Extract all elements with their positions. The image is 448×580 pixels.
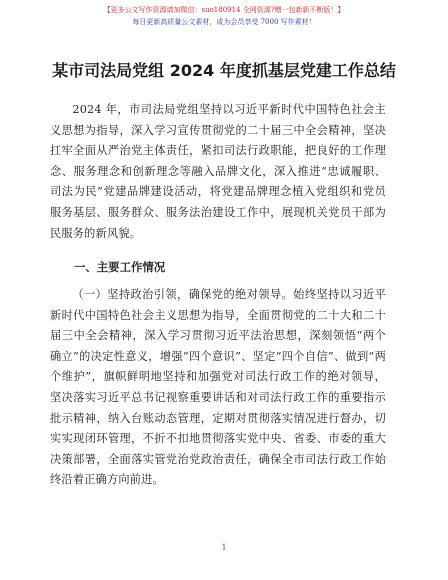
promo-banner — [0, 0, 448, 46]
document-title: 某市司法局党组 2024 年度抓基层党建工作总结 — [52, 61, 396, 80]
promo-line-2: 每日更新高质量公文素材，成为会员享受 7000 写作素材！ — [132, 18, 316, 26]
intro-paragraph: 2024 年，市司法局党组坚持以习近平新时代中国特色社会主义思想为指导，深入学习宣传贯彻党的二十届三中全会精神，坚决扛牢全面从严治党主体责任，紧扣司法行政职能，把良好的工作理念、服务理念和创新理念等融入品牌文化，深入推进“忠诚履职、司法为民”党建品牌建设活动，将党建品牌理念植入党组织和党员服务基层、服务群众、服务法治建设工作中，展现机关党员干部为民服务的新风貌。 — [50, 103, 386, 240]
promo-line-1: 【更多公文写作资源请加微信：suo180914 全网资源?赠一包新新不断版！】 — [103, 6, 345, 14]
section-heading: 一、主要工作情况 — [74, 260, 166, 274]
page-number: 1 — [221, 543, 227, 552]
section-paragraph: （一）坚持政治引领，确保党的绝对领导。始终坚持以习近平新时代中国特色社会主义思想为指导，全面贯彻党的二十大和二十届三中全会精神，深入学习贯彻习近平法治思想，深刻领悟“两个确立”的决定性意义，增强“四个意识”、坚定“四个自信”、做到“两个维护”，旗帜鲜明地坚持和加强党对司法行政工作的绝对领导，坚决落实习近平总书记视察重要讲话和对司法行政工作的重要指示批示精神，纳入台账动态管理，定期对贯彻落实情况进行督办，切实实现闭环管理，不折不扣地贯彻落实党中央、省委、市委的重大决策部署，全面落实管党治党政治责任，确保全市司法行政工作始终沿着正确方向前进。 — [50, 288, 386, 487]
